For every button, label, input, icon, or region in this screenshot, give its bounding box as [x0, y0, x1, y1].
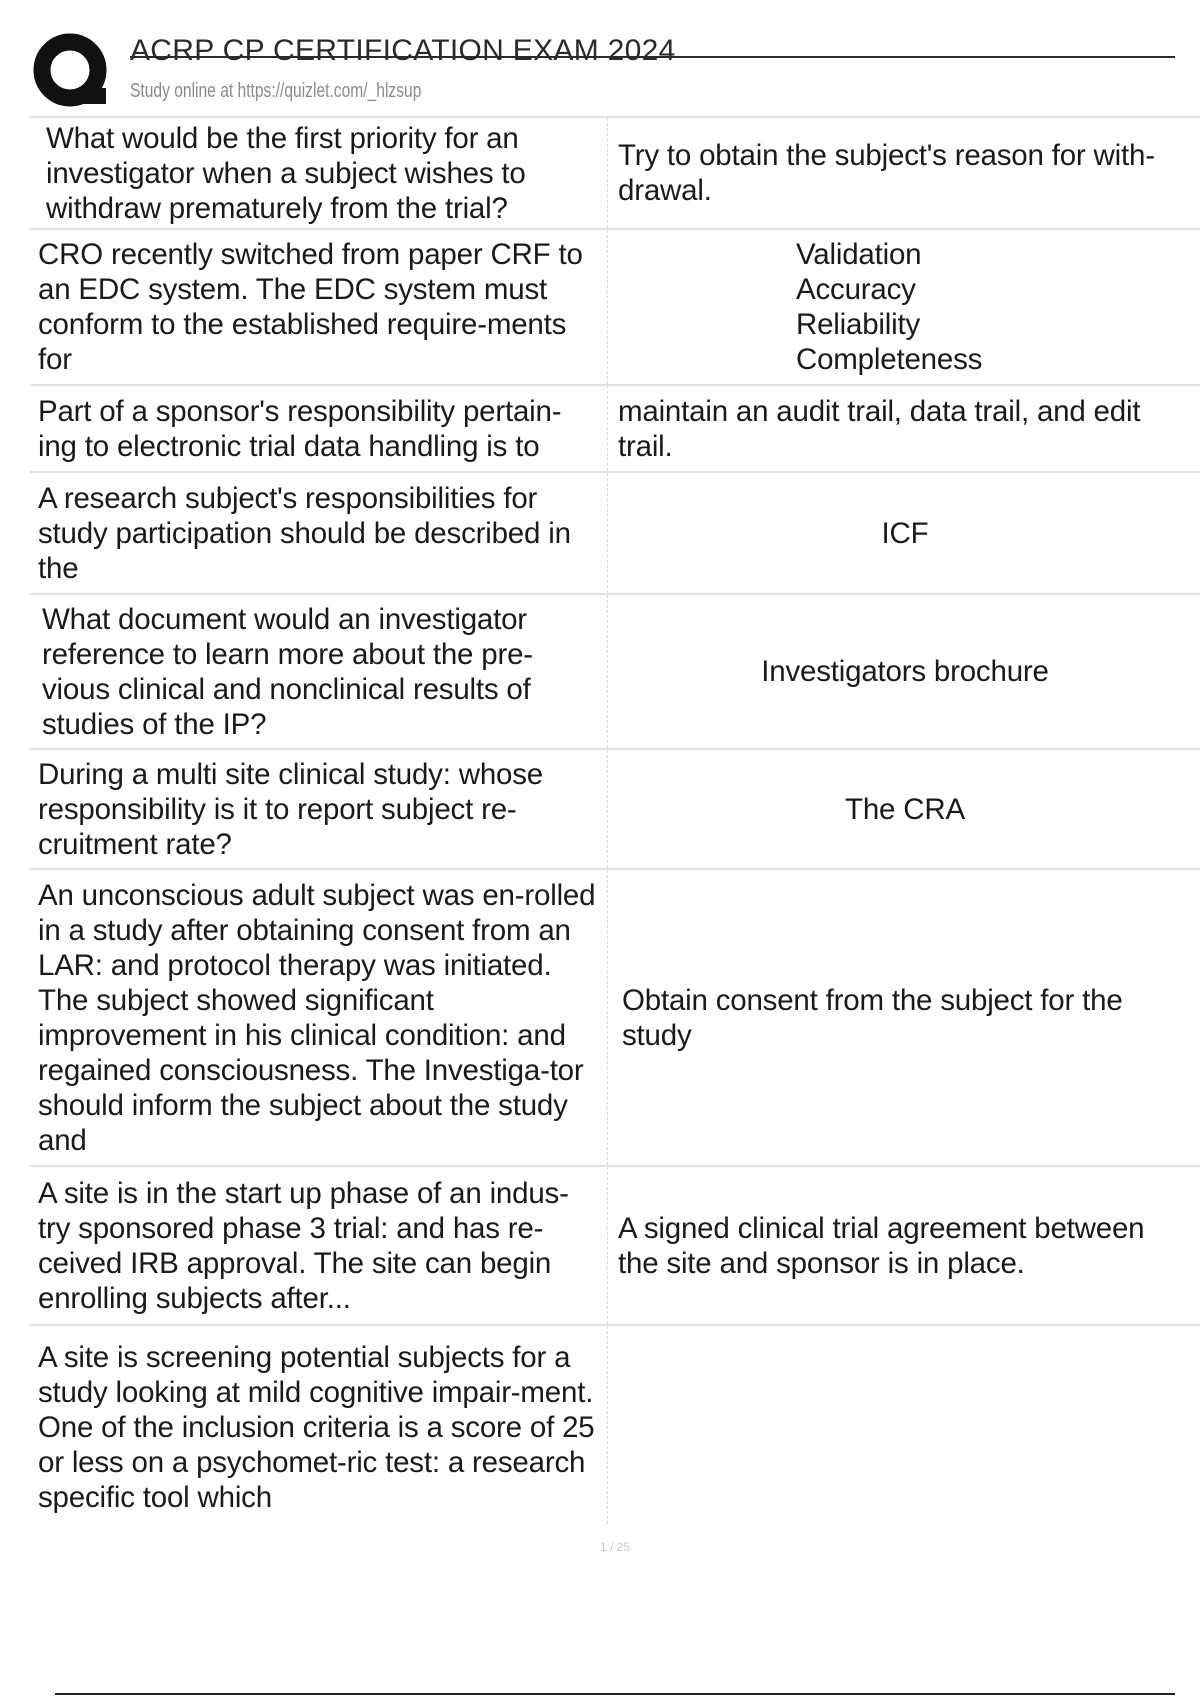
card-term: Part of a sponsor's responsibility pertain-ing to electronic trial data handling is to	[30, 386, 608, 471]
card-definition: Investigators brochure	[761, 655, 1049, 688]
study-online-link[interactable]: Study online at https://quizlet.com/_hlzsup	[130, 80, 422, 102]
definition-list	[796, 237, 982, 377]
card-term: A site is in the start up phase of an indus-try sponsored phase 3 trial: and has re-ceived IRB approval. The site can begin enrolling subjects after...	[30, 1167, 608, 1324]
flashcard-table	[30, 116, 1200, 1524]
card-term: What would be the first priority for an investigator when a subject wishes to withdraw prematurely from the trial?	[30, 118, 608, 228]
card-definition: maintain an audit trail, data trail, and edit trail.	[618, 394, 1141, 463]
flashcard-row	[30, 1165, 1200, 1324]
card-definition: The CRA	[845, 792, 965, 826]
card-term: A research subject's responsibilities for study participation should be described in the	[30, 473, 608, 593]
flashcard-row	[30, 384, 1200, 471]
flashcard-row	[30, 116, 1200, 228]
definition-item: Reliability	[796, 308, 921, 341]
flashcard-row	[30, 868, 1200, 1165]
card-term: CRO recently switched from paper CRF to an EDC system. The EDC system must conform to the established require-ments for	[30, 230, 608, 384]
definition-item: Accuracy	[796, 273, 916, 306]
card-definition: A signed clinical trial agreement between the site and sponsor is in place.	[618, 1211, 1145, 1280]
definition-item: Validation	[796, 238, 922, 271]
page-header	[30, 28, 1170, 116]
card-term: An unconscious adult subject was en-rolled in a study after obtaining consent from an LAR: and protocol therapy was initiated. The subject showed significant improvement in his clinical condition: and regained consciousness. The Investiga-tor should inform the subject about the study and	[30, 870, 608, 1165]
card-term: A site is screening potential subjects for a study looking at mild cognitive impair-ment. One of the inclusion criteria is a score of 25 or less on a psychomet-ric test: a research specific tool which	[30, 1326, 608, 1524]
quizlet-logo-icon	[32, 32, 112, 112]
document-title: ACRP CP CERTIFICATION EXAM 2024	[130, 34, 676, 67]
definition-item: Completeness	[796, 343, 983, 376]
flashcard-row	[30, 1324, 1200, 1524]
footer-divider	[55, 1693, 1175, 1695]
card-definition	[608, 1326, 1200, 1524]
card-term: What document would an investigator reference to learn more about the pre-vious clinical and nonclinical results of studies of the IP?	[30, 595, 608, 748]
flashcard-row	[30, 593, 1200, 748]
flashcard-row	[30, 228, 1200, 384]
page-number: 1 / 25	[600, 1540, 631, 1554]
flashcard-row	[30, 748, 1200, 868]
card-definition: Try to obtain the subject's reason for with-drawal.	[618, 139, 1155, 207]
card-definition: Obtain consent from the subject for the study	[622, 983, 1123, 1052]
flashcard-row	[30, 471, 1200, 593]
card-definition	[608, 230, 1200, 384]
card-definition: ICF	[881, 516, 929, 550]
card-term: During a multi site clinical study: whose responsibility is it to report subject re-cruitment rate?	[30, 750, 608, 868]
